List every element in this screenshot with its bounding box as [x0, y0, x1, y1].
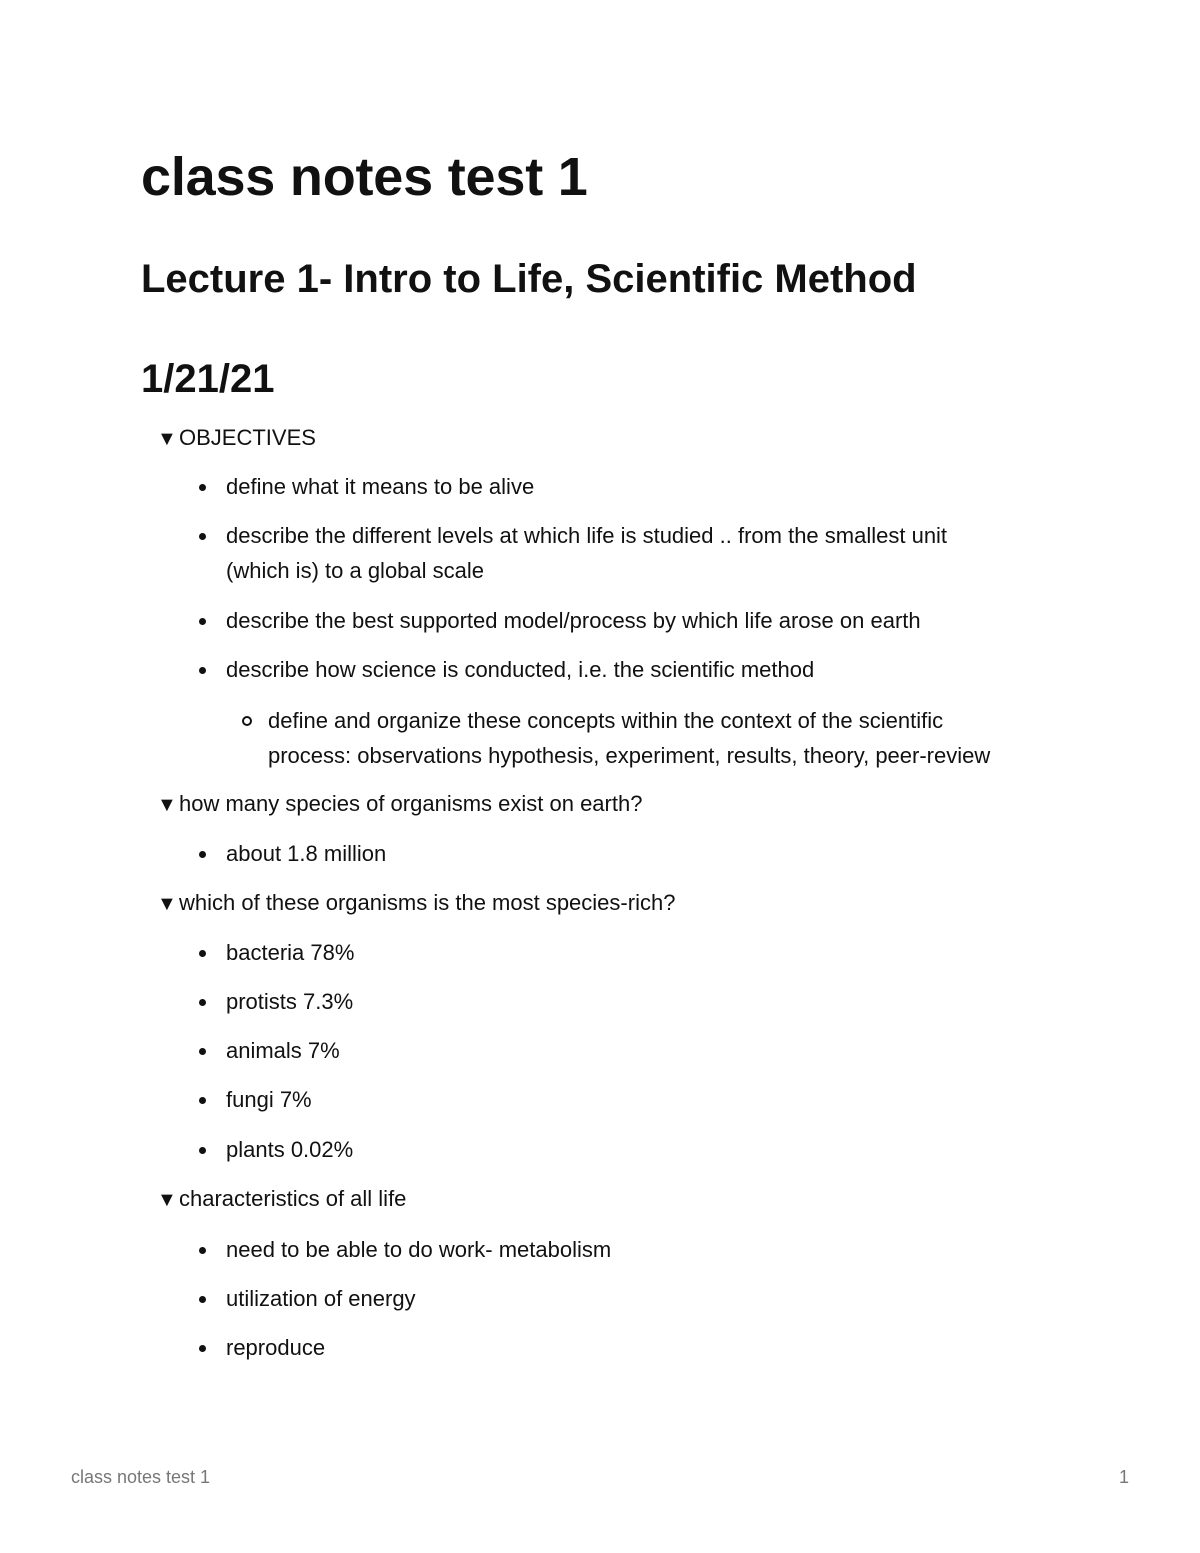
list-item-text: need to be able to do work- metabolism	[226, 1237, 612, 1262]
date-heading: 1/21/21	[141, 357, 275, 401]
page-number: 1	[1119, 1467, 1130, 1487]
list-item-text: animals 7%	[226, 1038, 340, 1063]
bullet-icon	[199, 1147, 206, 1154]
list-item-text: define what it means to be alive	[226, 474, 535, 499]
lecture-title: Lecture 1- Intro to Life, Scientific Method	[141, 257, 917, 301]
list-item-text: describe how science is conducted, i.e. the scientific method	[226, 657, 815, 682]
toggle-label: how many species of organisms exist on earth?	[179, 791, 643, 816]
bullet-icon	[199, 1097, 206, 1104]
list-item-text: plants 0.02%	[226, 1137, 354, 1162]
list-item-text: describe the best supported model/process by which life arose on earth	[226, 608, 921, 633]
toggle-label: which of these organisms is the most species-rich?	[179, 890, 676, 915]
page-title: class notes test 1	[141, 147, 588, 207]
bullet-icon	[199, 851, 206, 858]
bullet-icon	[199, 667, 206, 674]
toggle-label: OBJECTIVES	[179, 425, 316, 450]
bullet-icon	[199, 1247, 206, 1254]
list-item-text: describe the different levels at which life is studied .. from the smallest unit	[226, 523, 948, 548]
list-item-text: about 1.8 million	[226, 841, 387, 866]
triangle-down-icon[interactable]: ▼	[157, 893, 177, 915]
toggle-label: characteristics of all life	[179, 1186, 407, 1211]
bullet-icon	[199, 1296, 206, 1303]
bullet-icon	[199, 950, 206, 957]
bullet-icon	[199, 1345, 206, 1352]
toggle-species-rich[interactable]	[157, 885, 675, 922]
sub-list-item-text: define and organize these concepts within the context of the scientific	[268, 708, 944, 733]
bullet-icon	[199, 618, 206, 625]
bullet-icon	[199, 1048, 206, 1055]
hollow-bullet-icon	[242, 716, 252, 726]
list-item-text: utilization of energy	[226, 1286, 416, 1311]
triangle-down-icon[interactable]: ▼	[157, 794, 177, 816]
toggle-characteristics[interactable]	[157, 1181, 406, 1218]
bullet-icon	[199, 533, 206, 540]
sub-list-item-text-continued: process: observations hypothesis, experiment, results, theory, peer-review	[268, 743, 991, 768]
list-item-text: reproduce	[226, 1335, 326, 1360]
triangle-down-icon[interactable]: ▼	[157, 1189, 177, 1211]
bullet-icon	[199, 484, 206, 491]
bullet-icon	[199, 999, 206, 1006]
footer-title: class notes test 1	[71, 1467, 211, 1487]
list-item-text: fungi 7%	[226, 1087, 312, 1112]
list-item-text: protists 7.3%	[226, 989, 354, 1014]
list-item-text-continued: (which is) to a global scale	[226, 558, 485, 583]
triangle-down-icon[interactable]: ▼	[157, 428, 177, 450]
toggle-objectives[interactable]	[157, 420, 316, 457]
list-item-text: bacteria 78%	[226, 940, 355, 965]
toggle-species-count[interactable]	[157, 786, 642, 823]
